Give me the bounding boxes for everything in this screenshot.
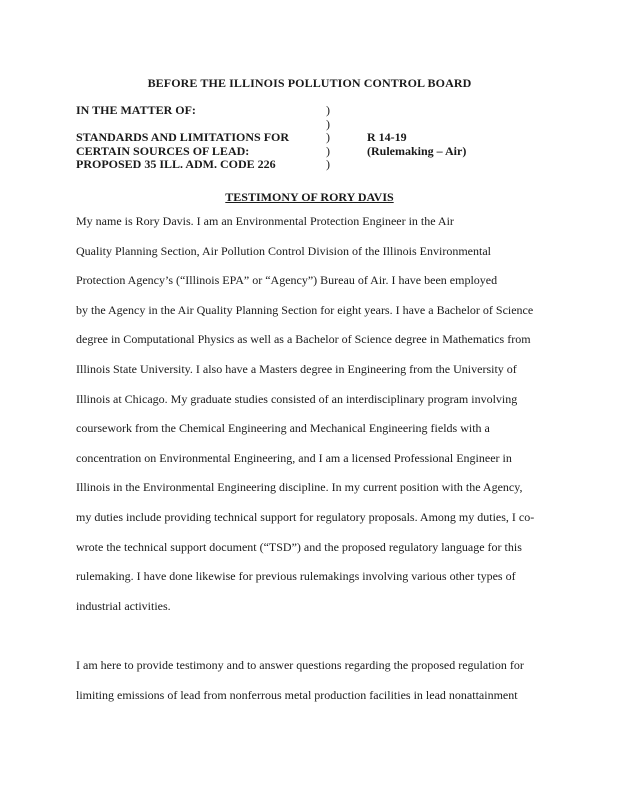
paragraph-gap xyxy=(76,621,554,651)
caption-paren: ) xyxy=(326,157,330,171)
docket-type: (Rulemaking – Air) xyxy=(367,143,467,158)
caption-row xyxy=(76,145,546,159)
caption-row xyxy=(76,158,546,172)
text-line: degree in Computational Physics as well as a Bachelor of Science degree in Mathematics from xyxy=(76,332,531,347)
text-line: Illinois in the Environmental Engineering discipline. In my current position with the Agency, xyxy=(76,480,523,495)
paragraph-1 xyxy=(76,207,554,621)
docket-number: R 14-19 xyxy=(367,130,407,144)
caption-row xyxy=(76,104,546,118)
text-line: Illinois State University. I also have a Masters degree in Engineering from the University of xyxy=(76,361,517,376)
testimony-body xyxy=(76,207,554,711)
text-line: My name is Rory Davis. I am an Environmental Protection Engineer in the Air xyxy=(76,214,454,228)
text-line: by the Agency in the Air Quality Planning Section for eight years. I have a Bachelor of Science xyxy=(76,302,534,317)
caption-paren: ) xyxy=(326,116,330,131)
caption-row xyxy=(76,118,546,132)
paragraph-2 xyxy=(76,651,554,710)
caption-subject-line: CERTAIN SOURCES OF LEAD: xyxy=(76,143,250,158)
text-line: industrial activities. xyxy=(76,598,171,613)
caption-row xyxy=(76,131,546,145)
text-line: my duties include providing technical support for regulatory proposals. Among my duties, I co- xyxy=(76,509,535,524)
testimony-title: TESTIMONY OF RORY DAVIS xyxy=(225,190,394,204)
text-line: limiting emissions of lead from nonferrous metal production facilities in lead nonattainment xyxy=(76,687,518,702)
matter-label: IN THE MATTER OF: xyxy=(76,103,196,117)
caption-paren: ) xyxy=(326,103,330,117)
board-title: BEFORE THE ILLINOIS POLLUTION CONTROL BOARD xyxy=(147,76,472,90)
text-line: concentration on Environmental Engineering, and I am a licensed Professional Engineer in xyxy=(76,450,512,465)
text-line: Illinois at Chicago. My graduate studies consisted of an interdisciplinary program involving xyxy=(76,391,518,406)
text-line: rulemaking. I have done likewise for previous rulemakings involving various other types of xyxy=(76,569,516,584)
text-line: coursework from the Chemical Engineering and Mechanical Engineering fields with a xyxy=(76,421,490,436)
case-caption xyxy=(76,104,546,172)
text-line: Protection Agency’s (“Illinois EPA” or “Agency”) Bureau of Air. I have been employed xyxy=(76,273,498,288)
caption-subject-line: PROPOSED 35 ILL. ADM. CODE 226 xyxy=(76,157,276,171)
text-line: wrote the technical support document (“TSD”) and the proposed regulatory language for this xyxy=(76,539,522,554)
caption-paren: ) xyxy=(326,143,330,158)
text-line: I am here to provide testimony and to answer questions regarding the proposed regulation for xyxy=(76,658,524,673)
caption-subject-line: STANDARDS AND LIMITATIONS FOR xyxy=(76,130,290,144)
caption-paren: ) xyxy=(326,130,330,144)
text-line: Quality Planning Section, Air Pollution Control Division of the Illinois Environmental xyxy=(76,243,491,258)
